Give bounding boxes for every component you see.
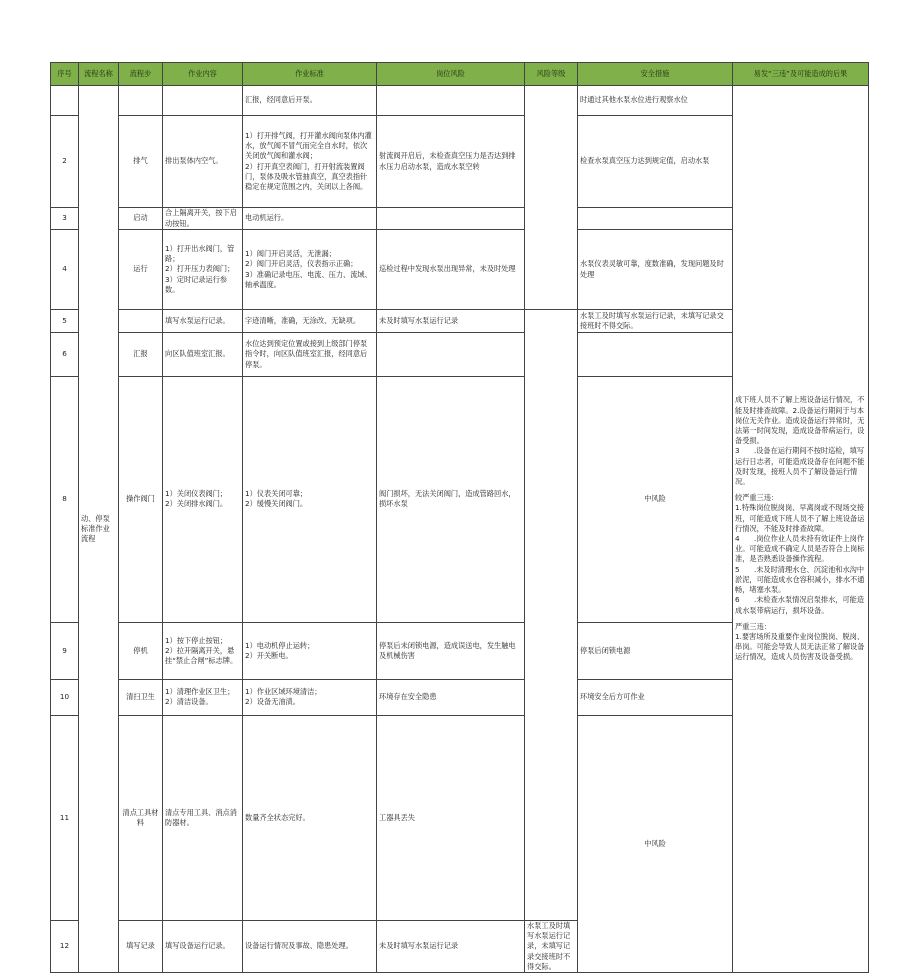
cell-measure: 时通过其他水泵水位进行观察水位 — [578, 86, 733, 116]
cell-measure — [578, 208, 733, 230]
cell-measure: 检查水泵真空压力达到规定值，启动水泵 — [578, 116, 733, 208]
violation-item: 4 .岗位作业人员未持有效证件上岗作业。可能造成不确定人员是否符合上岗标准，是否熟悉设备操作流程。 — [735, 534, 865, 564]
cell-content: 填写水泵运行记录。 — [163, 310, 243, 333]
cell-step: 填写记录 — [119, 920, 163, 972]
standard-line: 2）缓慢关闭阀门。 — [245, 499, 308, 509]
cell-standard: 汇报，经同意后开泵。 — [243, 86, 377, 116]
risk-table — [50, 62, 869, 973]
cell-standard — [243, 377, 377, 623]
cell-standard: 字迹清晰，准确，无涂改、无缺项。 — [243, 310, 377, 333]
violation-item: 1.要害场所及重要作业岗位脱岗、脱岗、串岗。可能会导致人员无法正常了解设备运行情况，造成人员伤害及设备受损。 — [735, 631, 865, 662]
standard-line: 1）作业区域环境清洁； — [245, 687, 322, 697]
header-violations: 易发“三违”及可能造成的后果 — [733, 63, 869, 86]
cell-standard — [243, 230, 377, 310]
cell-risk: 巡检过程中发现水泵出现异常，未及时处理 — [377, 230, 525, 310]
standard-line: 1）阀门开启灵活，无泄漏； — [245, 249, 336, 259]
content-line: 2）清洁设备。 — [165, 697, 213, 707]
violation-heading: 严重三违： — [735, 621, 771, 631]
header-flow-name: 流程名称 — [79, 63, 119, 86]
standard-line: 2）设备无油渍。 — [245, 697, 300, 707]
cell-content: 填写设备运行记录。 — [163, 920, 243, 972]
cell-step: 停机 — [119, 622, 163, 679]
cell-measure: 水泵仪表灵敏可靠，度数准确，发现问题及时处理 — [578, 230, 733, 310]
header-safety-measures: 安全措施 — [578, 63, 733, 86]
cell-no: 12 — [51, 920, 79, 972]
cell-level: 中风险 — [578, 377, 733, 623]
content-line: 1）按下停止按钮； — [165, 635, 228, 645]
cell-step: 排气 — [119, 116, 163, 208]
cell-content: 合上隔离开关，按下启动按钮。 — [163, 208, 243, 230]
cell-content — [163, 377, 243, 623]
violation-heading: 较严重三违： — [735, 493, 779, 503]
standard-line: 2）打开真空表阀门，打开射流装置阀门，泵体及吸水管抽真空，真空表指针稳定在规定范围之内，关闭以上各阀。 — [245, 161, 368, 191]
standard-line: 2）阀门开启灵活，仪表指示正确； — [245, 259, 358, 269]
cell-measure: 停泵后闭锁电源 — [578, 622, 733, 679]
cell-standard — [243, 116, 377, 208]
header-standard: 作业标准 — [243, 63, 377, 86]
cell-step — [119, 86, 163, 116]
header-risk: 岗位风险 — [377, 63, 525, 86]
violation-item: 成下班人员不了解上班设备运行情况，不能及时排查故障。2.设备运行期间于与本岗位无关作业。造成设备运行异常时，无法第一时间发现，造成设备带病运行，设备受损。 — [735, 395, 865, 446]
cell-step: 汇报 — [119, 333, 163, 377]
header-content: 作业内容 — [163, 63, 243, 86]
cell-standard: 水位达到预定位置或接到上级部门停泵指令时，向区队值班室汇报，经同意后停泵。 — [243, 333, 377, 377]
cell-risk: 未及时填写水泵运行记录 — [377, 310, 525, 333]
cell-level: 中风险 — [578, 715, 733, 972]
cell-content: 清点专用工具、消点消防器材。 — [163, 715, 243, 920]
cell-measure — [578, 333, 733, 377]
violation-item: 5 .未及时清理水仓、沉淀池和水沟中淤泥，可能造成水仓容积减小，排水不通畅，堵塞水泵。 — [735, 564, 865, 595]
cell-no — [51, 86, 79, 116]
cell-no: 2 — [51, 116, 79, 208]
cell-no: 9 — [51, 622, 79, 679]
standard-line: 1）打开排气阀，打开灌水阀向泵体内灌水，放气阀不冒气而完全自水时，依次关闭放气阀和灌水阀； — [245, 130, 372, 161]
cell-step: 清点工具材料 — [119, 715, 163, 920]
cell-content: 排出泵体内空气。 — [163, 116, 243, 208]
cell-content — [163, 86, 243, 116]
header-no: 序号 — [51, 63, 79, 86]
cell-content: 向区队值班室汇报。 — [163, 333, 243, 377]
cell-standard: 电动机运行。 — [243, 208, 377, 230]
standard-line: 3）准确记录电压、电流、压力、流域、轴承温度。 — [245, 269, 372, 289]
cell-risk: 射流阀开启后，未检查真空压力是否达到排水压力启动水泵，造成水泵空转 — [377, 116, 525, 208]
content-line: 1）打开出水阀门，管路； — [165, 243, 235, 264]
cell-measure: 环境安全后方可作业 — [578, 679, 733, 715]
cell-step: 启动 — [119, 208, 163, 230]
content-line: 2）打开压力表阀门； — [165, 264, 235, 274]
content-line: 2）关闭排水阀门。 — [165, 499, 228, 509]
header-risk-level: 风险等级 — [525, 63, 578, 86]
cell-step: 运行 — [119, 230, 163, 310]
cell-level — [525, 86, 578, 310]
cell-risk: 未及时填写水泵运行记录 — [377, 920, 525, 972]
cell-risk — [377, 208, 525, 230]
content-line: 2）拉开隔离开关，悬挂“禁止合闸”标志牌。 — [165, 645, 238, 665]
cell-risk: 阀门损坏，无法关闭阀门，造成管路回水，损坏水泵 — [377, 377, 525, 623]
violation-item: 1.特殊岗位脱岗岗、早离岗或不现场交接班，可能造成下班人员不了解上班设备运行情况，不能及时排查故障。 — [735, 503, 865, 533]
cell-risk — [377, 333, 525, 377]
standard-line: 1）电动机停止运转； — [245, 640, 315, 650]
cell-risk: 停泵后未闭锁电源，造成误送电，发生触电及机械伤害 — [377, 622, 525, 679]
cell-no: 6 — [51, 333, 79, 377]
cell-no: 4 — [51, 230, 79, 310]
content-line: 1）关闭仪表阀门； — [165, 489, 228, 499]
cell-flow-name: 动、停泵标准作业流程 — [79, 86, 119, 973]
violation-item: 3 .设备在运行期间不按时巡检，填写运行日志者，可能造成设备存在问题不能及时发现，接班人员不了解设备运行情况。 — [735, 446, 865, 487]
cell-step: 操作阀门 — [119, 377, 163, 623]
cell-level — [525, 310, 578, 921]
cell-content — [163, 230, 243, 310]
content-line: 1）清理作业区卫生； — [165, 687, 235, 697]
cell-no: 8 — [51, 377, 79, 623]
cell-standard: 设备运行情况及事故、隐患处理。 — [243, 920, 377, 972]
cell-no: 10 — [51, 679, 79, 715]
standard-line: 2）开关断电。 — [245, 650, 293, 660]
cell-step — [119, 310, 163, 333]
content-line: 3）定时记录运行参数。 — [165, 274, 228, 294]
cell-measure: 水泵工及时填写水泵运行记录，未填写记录交接班时不得交际。 — [525, 920, 578, 972]
cell-content — [163, 679, 243, 715]
cell-no: 3 — [51, 208, 79, 230]
standard-line: 1）仪表关闭可靠； — [245, 489, 308, 499]
header-row — [51, 63, 869, 86]
violation-item: 6 .未检查水泵情况启泵排水，可能造成水泵带病运行，损坏设备。 — [735, 595, 865, 615]
table-row — [51, 86, 869, 116]
cell-no: 11 — [51, 715, 79, 920]
violations-cell — [733, 86, 869, 973]
cell-risk — [377, 86, 525, 116]
cell-measure: 水泵工及时填写水泵运行记录，未填写记录交接班时不得交际。 — [578, 310, 733, 333]
header-flow-step: 流程步 — [119, 63, 163, 86]
cell-risk: 工器具丢失 — [377, 715, 525, 920]
cell-standard: 数量齐全状态完好。 — [243, 715, 377, 920]
cell-step: 清扫卫生 — [119, 679, 163, 715]
cell-no: 5 — [51, 310, 79, 333]
cell-risk: 环境存在安全隐患 — [377, 679, 525, 715]
cell-standard — [243, 679, 377, 715]
